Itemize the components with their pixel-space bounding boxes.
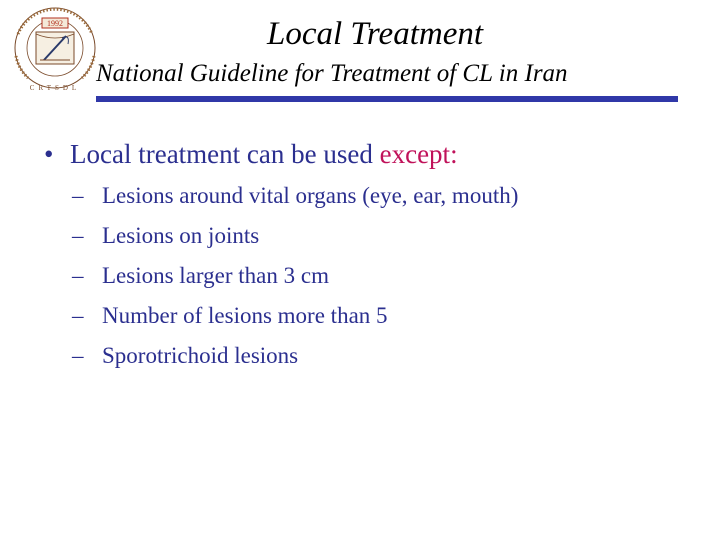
slide-subtitle: National Guideline for Treatment of CL in Iran: [96, 60, 568, 87]
main-bullet-emphasis: except:: [379, 139, 458, 169]
main-bullet-text: Local treatment can be used: [70, 139, 380, 169]
list-item-text: Sporotrichoid lesions: [102, 343, 299, 368]
dash-icon: –: [72, 303, 84, 328]
slide-title: Local Treatment: [266, 16, 484, 52]
list-item: [72, 216, 518, 256]
list-item: [72, 336, 518, 376]
bullet-icon: •: [44, 139, 54, 169]
list-item-text: Lesions larger than 3 cm: [102, 263, 329, 288]
svg-text:CRTSDL: CRTSDL: [29, 84, 81, 92]
dash-icon: –: [72, 343, 84, 368]
list-item: [72, 296, 518, 336]
list-item-text: Number of lesions more than 5: [102, 303, 388, 328]
title-divider: [96, 96, 678, 102]
list-item-text: Lesions on joints: [102, 223, 260, 248]
sub-bullet-list: [72, 176, 518, 376]
main-bullet: [44, 136, 458, 172]
dash-icon: –: [72, 263, 84, 288]
dash-icon: –: [72, 183, 84, 208]
list-item: [72, 176, 518, 216]
list-item: [72, 256, 518, 296]
institute-seal-icon: [4, 4, 106, 96]
dash-icon: –: [72, 223, 84, 248]
list-item-text: Lesions around vital organs (eye, ear, mouth): [102, 183, 519, 208]
seal-year: 1992: [47, 19, 63, 28]
